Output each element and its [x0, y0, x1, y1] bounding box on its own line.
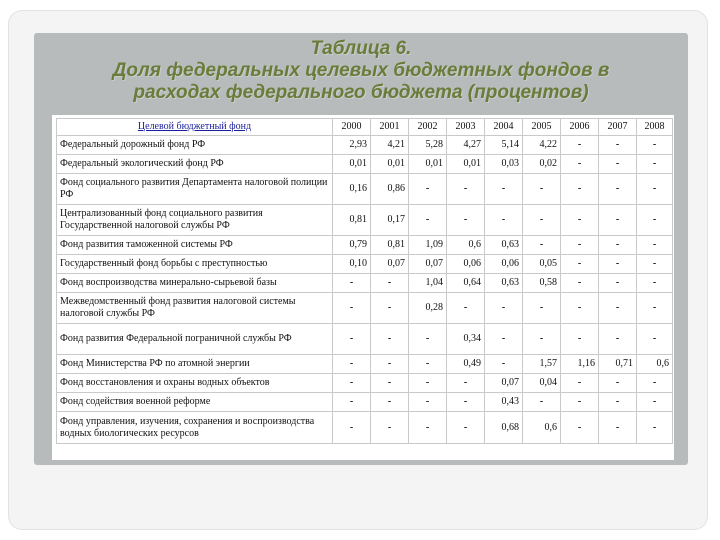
share-value-cell: -	[637, 374, 673, 393]
table-row	[57, 374, 673, 393]
share-value-cell: -	[485, 324, 523, 355]
table-row	[57, 412, 673, 444]
fund-name-cell: Государственный фонд борьбы с преступностью	[57, 255, 333, 274]
share-value-cell: 0,58	[523, 274, 561, 293]
slide-title	[34, 38, 688, 104]
fund-name-cell: Фонд Министерства РФ по атомной энергии	[57, 355, 333, 374]
fund-name-cell: Фонд содействия военной реформе	[57, 393, 333, 412]
header-fund: Целевой бюджетный фонд	[57, 119, 333, 136]
share-value-cell: -	[561, 274, 599, 293]
share-value-cell: -	[371, 355, 409, 374]
share-value-cell: -	[561, 236, 599, 255]
share-value-cell: -	[561, 393, 599, 412]
share-value-cell: 0,64	[447, 274, 485, 293]
fund-name-cell: Фонд воспроизводства минерально-сырьевой базы	[57, 274, 333, 293]
share-value-cell: -	[637, 293, 673, 324]
share-value-cell: 1,57	[523, 355, 561, 374]
fund-name-cell: Федеральный дорожный фонд РФ	[57, 136, 333, 155]
share-value-cell: -	[409, 174, 447, 205]
share-value-cell: 0,06	[447, 255, 485, 274]
share-value-cell: -	[599, 255, 637, 274]
table-row	[57, 205, 673, 236]
fund-name-cell: Фонд развития таможенной системы РФ	[57, 236, 333, 255]
share-value-cell: -	[485, 355, 523, 374]
share-value-cell: -	[561, 324, 599, 355]
share-value-cell: -	[637, 412, 673, 444]
share-value-cell: -	[333, 293, 371, 324]
share-value-cell: 0,6	[637, 355, 673, 374]
share-value-cell: -	[447, 412, 485, 444]
header-year: 2005	[523, 119, 561, 136]
share-value-cell: 1,09	[409, 236, 447, 255]
title-line-3: расходах федерального бюджета (процентов)	[133, 82, 589, 103]
share-value-cell: -	[333, 374, 371, 393]
share-value-cell: -	[599, 155, 637, 174]
share-value-cell: 0,34	[447, 324, 485, 355]
share-value-cell: -	[447, 174, 485, 205]
table-row	[57, 136, 673, 155]
share-value-cell: 0,06	[485, 255, 523, 274]
share-value-cell: -	[637, 155, 673, 174]
share-value-cell: -	[523, 393, 561, 412]
header-year: 2004	[485, 119, 523, 136]
table-card	[52, 115, 674, 460]
header-year: 2000	[333, 119, 371, 136]
share-value-cell: -	[485, 293, 523, 324]
share-value-cell: 0,02	[523, 155, 561, 174]
share-value-cell: -	[485, 205, 523, 236]
table-row	[57, 236, 673, 255]
share-value-cell: -	[409, 324, 447, 355]
share-value-cell: -	[637, 324, 673, 355]
share-value-cell: 0,05	[523, 255, 561, 274]
fund-name-cell: Федеральный экологический фонд РФ	[57, 155, 333, 174]
share-value-cell: 0,6	[523, 412, 561, 444]
share-value-cell: -	[333, 393, 371, 412]
share-value-cell: 0,16	[333, 174, 371, 205]
share-value-cell: -	[561, 155, 599, 174]
share-value-cell: -	[523, 324, 561, 355]
fund-name-cell: Фонд развития Федеральной пограничной службы РФ	[57, 324, 333, 355]
share-value-cell: -	[561, 136, 599, 155]
table-row	[57, 255, 673, 274]
share-value-cell: -	[447, 293, 485, 324]
share-value-cell: 0,10	[333, 255, 371, 274]
table-row	[57, 293, 673, 324]
share-value-cell: 0,01	[333, 155, 371, 174]
share-value-cell: 2,93	[333, 136, 371, 155]
share-value-cell: -	[637, 236, 673, 255]
fund-name-cell: Межведомственный фонд развития налоговой системы налоговой службы РФ	[57, 293, 333, 324]
share-value-cell: -	[637, 136, 673, 155]
share-value-cell: 0,28	[409, 293, 447, 324]
share-value-cell: -	[599, 293, 637, 324]
share-value-cell: 4,22	[523, 136, 561, 155]
share-value-cell: 4,21	[371, 136, 409, 155]
header-year: 2007	[599, 119, 637, 136]
share-value-cell: -	[371, 274, 409, 293]
share-value-cell: -	[523, 236, 561, 255]
share-value-cell: -	[371, 293, 409, 324]
share-value-cell: 1,04	[409, 274, 447, 293]
share-value-cell: 0,01	[371, 155, 409, 174]
share-value-cell: -	[637, 393, 673, 412]
share-value-cell: -	[523, 174, 561, 205]
share-value-cell: -	[447, 393, 485, 412]
share-value-cell: -	[599, 412, 637, 444]
header-year: 2002	[409, 119, 447, 136]
share-value-cell: 4,27	[447, 136, 485, 155]
fund-name-cell: Фонд социального развития Департамента налоговой полиции РФ	[57, 174, 333, 205]
share-value-cell: 0,68	[485, 412, 523, 444]
share-value-cell: 0,63	[485, 236, 523, 255]
share-value-cell: -	[409, 374, 447, 393]
share-value-cell: -	[371, 412, 409, 444]
table-row	[57, 393, 673, 412]
share-value-cell: -	[371, 393, 409, 412]
share-value-cell: -	[523, 293, 561, 324]
table-row	[57, 355, 673, 374]
share-value-cell: -	[333, 324, 371, 355]
share-value-cell: 0,81	[333, 205, 371, 236]
share-value-cell: -	[561, 255, 599, 274]
title-line-1: Таблица 6.	[310, 38, 412, 59]
share-value-cell: 0,49	[447, 355, 485, 374]
share-value-cell: 0,81	[371, 236, 409, 255]
header-year: 2008	[637, 119, 673, 136]
share-value-cell: -	[561, 293, 599, 324]
share-value-cell: 1,16	[561, 355, 599, 374]
share-value-cell: -	[447, 374, 485, 393]
share-value-cell: -	[599, 374, 637, 393]
fund-name-cell: Фонд восстановления и охраны водных объектов	[57, 374, 333, 393]
share-value-cell: -	[333, 412, 371, 444]
share-value-cell: 0,63	[485, 274, 523, 293]
fund-name-cell: Централизованный фонд социального развития Государственной налоговой службы РФ	[57, 205, 333, 236]
share-value-cell: -	[561, 174, 599, 205]
share-value-cell: -	[409, 393, 447, 412]
share-value-cell: 0,07	[409, 255, 447, 274]
share-value-cell: -	[409, 412, 447, 444]
share-value-cell: 0,79	[333, 236, 371, 255]
share-value-cell: -	[599, 205, 637, 236]
share-value-cell: -	[561, 412, 599, 444]
share-value-cell: -	[561, 374, 599, 393]
share-value-cell: -	[637, 255, 673, 274]
share-value-cell: 0,71	[599, 355, 637, 374]
share-value-cell: -	[599, 393, 637, 412]
share-value-cell: -	[599, 174, 637, 205]
share-value-cell: -	[599, 324, 637, 355]
share-value-cell: 0,6	[447, 236, 485, 255]
header-year: 2001	[371, 119, 409, 136]
share-value-cell: -	[485, 174, 523, 205]
share-value-cell: 5,14	[485, 136, 523, 155]
share-value-cell: -	[637, 174, 673, 205]
share-value-cell: 0,01	[409, 155, 447, 174]
table-header-row	[57, 119, 673, 136]
header-year: 2003	[447, 119, 485, 136]
title-line-2: Доля федеральных целевых бюджетных фондов в	[112, 60, 610, 81]
share-value-cell: -	[637, 274, 673, 293]
share-value-cell: -	[561, 205, 599, 236]
table-row	[57, 324, 673, 355]
share-value-cell: -	[599, 274, 637, 293]
share-value-cell: -	[523, 205, 561, 236]
share-value-cell: 0,07	[371, 255, 409, 274]
table-row	[57, 174, 673, 205]
share-value-cell: -	[333, 355, 371, 374]
share-value-cell: -	[333, 274, 371, 293]
header-year: 2006	[561, 119, 599, 136]
share-value-cell: -	[371, 374, 409, 393]
share-value-cell: 0,03	[485, 155, 523, 174]
share-value-cell: -	[371, 324, 409, 355]
fund-name-cell: Фонд управления, изучения, сохранения и воспроизводства водных биологических ресурсов	[57, 412, 333, 444]
share-value-cell: -	[409, 355, 447, 374]
table-row	[57, 274, 673, 293]
share-value-cell: 0,01	[447, 155, 485, 174]
share-value-cell: -	[409, 205, 447, 236]
budget-funds-table	[56, 118, 673, 444]
share-value-cell: 0,07	[485, 374, 523, 393]
share-value-cell: 5,28	[409, 136, 447, 155]
share-value-cell: 0,17	[371, 205, 409, 236]
share-value-cell: 0,86	[371, 174, 409, 205]
share-value-cell: -	[599, 136, 637, 155]
share-value-cell: -	[599, 236, 637, 255]
share-value-cell: 0,04	[523, 374, 561, 393]
share-value-cell: -	[637, 205, 673, 236]
share-value-cell: -	[447, 205, 485, 236]
table-row	[57, 155, 673, 174]
share-value-cell: 0,43	[485, 393, 523, 412]
